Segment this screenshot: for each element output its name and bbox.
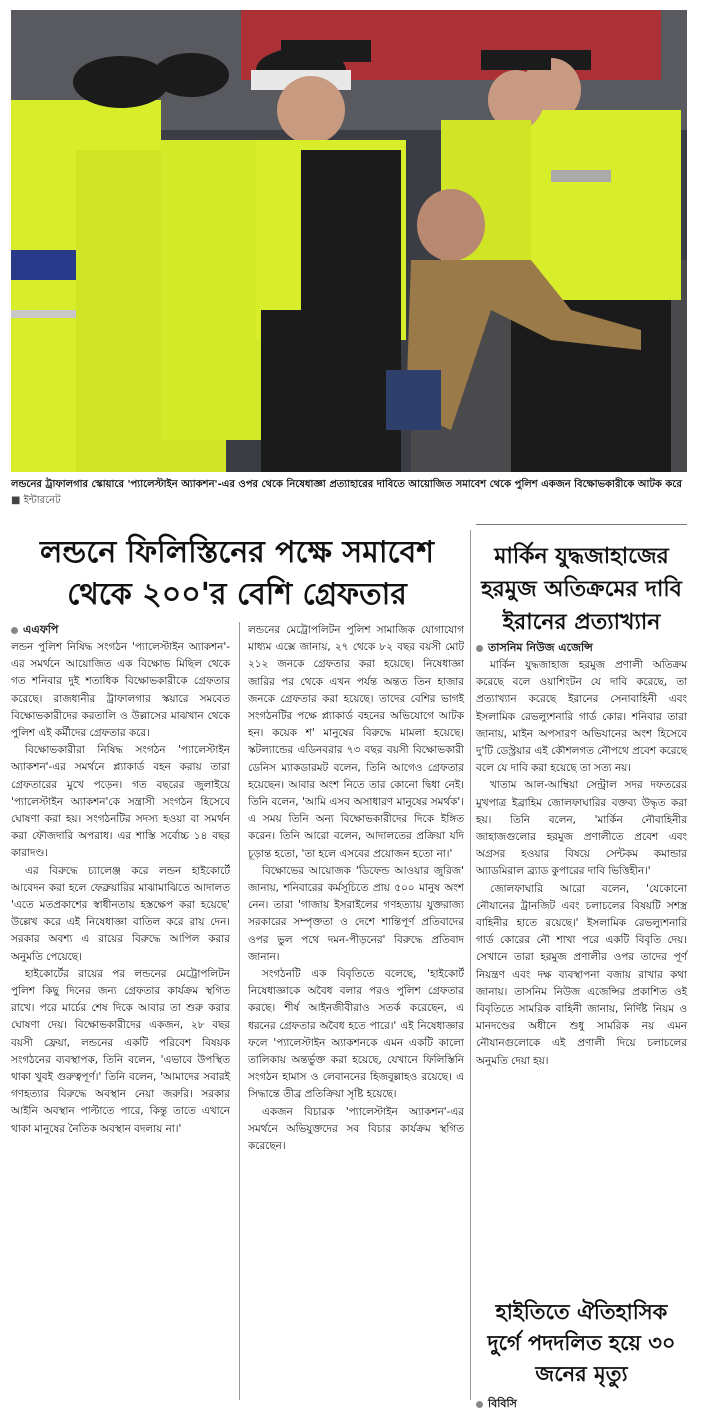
main-col2-paragraph: বিক্ষোভের আয়োজক 'ডিফেন্ড আওয়ার জুরিজ' জানায়, শনিবারের কর্মসূচিতে প্রায় ৫০০ মানুষ অংশ নেন। তারা 'গাজায় ইসরাইলের গণহত্যায় যুক্তরাজ্য সরকারের সম্পৃক্ততা ও দেশে শান্তিপূর্ণ প্রতিবাদের ওপর ভুল পথে দমন-পীড়নের' বিরুদ্ধে প্রতিবাদ জানান। [248, 864, 464, 963]
main-col1-paragraph: লন্ডন পুলিশ নিষিদ্ধ সংগঠন 'প্যালেস্টাইন অ্যাকশন'-এর সমর্থনে আয়োজিত এক বিক্ষোভ মিছিল থেকে গত শনিবার দুই শতাধিক বিক্ষোভকারীকে গ্রেফতার করেছে। রাজধানীর ট্রাফালগার স্কয়ারে সমবেত বিক্ষোভকারীদের করতালি ও উল্লাসের মাঝখান থেকে পুলিশ এই কর্মীদের গ্রেফতার করে। [11, 641, 230, 740]
main-headline: লন্ডনে ফিলিস্তিনের পক্ষে সমাবেশ থেকে ২০০'র বেশি গ্রেফতার [39, 535, 435, 612]
side2-article [476, 1396, 687, 1413]
side2-source: বিবিসি [488, 1397, 517, 1410]
divider-right-top [476, 524, 687, 525]
main-col2-paragraph: একজন বিচারক 'প্যালেস্টাইন অ্যাকশন'-এর সমর্থনে অভিযুক্তদের সব বিচার কার্যক্রম স্থগিত করেছেন। [248, 1105, 464, 1153]
column-divider-2 [470, 530, 471, 1400]
main-article-col1 [11, 622, 230, 1138]
main-col1-paragraph: এর বিরুদ্ধে চ্যালেঞ্জ করে লন্ডন হাইকোর্টে আবেদন করা হলে ফেব্রুয়ারির মাঝামাঝিতে আদালত 'এতে মতপ্রকাশের স্বাধীনতায় হস্তক্ষেপ করা হয়েছে' উল্লেখ করে এই নিষেধাজ্ঞা বাতিল করে রায় দেন। সরকার অবশ্য এ রায়ের বিরুদ্ধে আপিল করার অনুমতি পেয়েছে। [11, 864, 230, 963]
side2-byline [476, 1396, 687, 1412]
main-col1-paragraph: হাইকোর্টের রায়ের পর লন্ডনের মেট্রোপলিটন পুলিশ কিছু দিনের জন্য গ্রেফতার কার্যক্রম স্থগিত রাখে। পরে মার্চের শেষ দিকে আবার তা শুরু করার ঘোষণা দেয়। বিক্ষোভকারীদের একজন, ২৮ বছর বয়সী ফ্রেয়া, লন্ডনের একটি পরিবেশ বিষয়ক সংগঠনের ব্যবস্থাপক, তিনি বলেন, 'এভাবে উপস্থিত থাকা খুবই গুরুত্বপূর্ণ।' তিনি বলেন, 'আমাদের সবারই গণহত্যার বিরুদ্ধে অবস্থান নেয়া জরুরি। সরকার আইনি অবস্থান পাল্টাতে পারে, কিন্তু তাতে এখানে থাকা মানুষের নৈতিক অবস্থান বদলায় না।' [11, 967, 230, 1135]
side1-paragraph: খাতাম আল-আম্বিয়া সেন্ট্রাল সদর দফতরের মুখপাত্র ইব্রাহিম জোলফাঘারির বক্তব্য উদ্ধৃত করা হয়। তিনি বলেন, 'মার্কিন নৌবাহিনীর জাহাজগুলোর হরমুজ প্রণালীতে প্রবেশ এবং অগ্রসর হওয়ার বিষয়ে সেন্টকম কমান্ডার অ্যাডমিরাল ব্র্যাড কুপারের দাবি ভিত্তিহীন।' [476, 779, 687, 878]
main-article-col2 [248, 622, 464, 1155]
side1-headline: মার্কিন যুদ্ধজাহাজের হরমুজ অতিক্রমের দাবি ইরানের প্রত্যাখ্যান [481, 544, 682, 635]
side1-source: তাসনিম নিউজ এজেন্সি [488, 641, 593, 654]
news-photo [11, 10, 687, 472]
main-col2-paragraph: সংগঠনটি এক বিবৃতিতে বলেছে, 'হাইকোর্ট নিষেধাজ্ঞাকে অবৈধ বলার পরও পুলিশ গ্রেফতার করছে। শীর্ষ আইনজীবীরাও সতর্ক করেছেন, এ ধরনের গ্রেফতার অবৈধ হতে পারে।' এই নিষেধাজ্ঞার ফলে 'প্যালেস্টাইন অ্যাকশনকে এমন একটি কালো তালিকায় অন্তর্ভুক্ত করা হয়েছে, যেখানে ফিলিস্তিনি সংগঠন হামাস ও লেবাননের হিজবুল্লাহও রয়েছে। এ সিদ্ধান্তে তীব্র প্রতিক্রিয়া সৃষ্টি হয়েছে। [248, 968, 464, 1101]
side2-headline: হাইতিতে ঐতিহাসিক দুর্গে পদদলিত হয়ে ৩০ জনের মৃত্যু [487, 1300, 676, 1386]
photo-caption [11, 477, 687, 509]
main-col1-paragraph: বিক্ষোভকারীরা নিষিদ্ধ সংগঠন 'প্যালেস্টাইন অ্যাকশন'-এর সমর্থনে প্ল্যাকার্ড বহন করায় তারা গ্রেফতারের মুখে পড়েন। গত বছরের জুলাইয়ে 'প্যালেস্টাইন অ্যাকশন'কে সন্ত্রাসী সংগঠন হিসেবে ঘোষণা করা হয়। সংগঠনটির সদস্য হওয়া বা সমর্থন করা ফৌজদারি অপরাধ। এর শাস্তি সর্বোচ্চ ১৪ বছর কারাদণ্ড। [11, 744, 230, 860]
caption-text: লন্ডনের ট্রাফালগার স্কোয়ারে 'প্যালেস্টাইন অ্যাকশন'-এর ওপর থেকে নিষেধাজ্ঞা প্রত্যাহারের দাবিতে আয়োজিত সমাবেশ থেকে পুলিশ একজন বিক্ষোভকারীকে আটক করে [11, 479, 682, 490]
bullet-icon [476, 1401, 483, 1408]
police-arrest-image [11, 10, 687, 472]
main-source: এএফপি [23, 623, 59, 636]
column-divider-1 [239, 622, 240, 1400]
side1-paragraph: জোলফাঘারি আরো বলেন, 'যেকোনো নৌযানের ট্রানজিট এবং চলাচলের বিষয়টি সশস্ত্র বাহিনীর হাতে রয়েছে।' ইসলামিক রেভল্যুশনারি গার্ড কোরের নৌ শাখা পরে একটি বিবৃতি দেয়। সেখানে তারা হরমুজ প্রণালীর ওপর তাদের পূর্ণ নিয়ন্ত্রণ এবং দক্ষ ব্যবস্থাপনা বজায় রাখার কথা জানায়। তাসনিম নিউজ এজেন্সির প্রকাশিত ওই বিবৃতিতে সামরিক বাহিনী জানায়, নির্দিষ্ট নিয়ম ও মানদণ্ডের অধীনে শুধু সামরিক নয় এমন নৌযানগুলোকে এই প্রণালী দিয়ে চলাচলের অনুমতি দেয়া হয়। [476, 882, 687, 1067]
bullet-icon [11, 627, 18, 634]
caption-credit: ■ ইন্টারনেট [11, 495, 61, 506]
side1-paragraph: মার্কিন যুদ্ধজাহাজ হরমুজ প্রণালী অতিক্রম করেছে বলে ওয়াশিংটন যে দাবি করেছে, তা প্রত্যাখ্যান করেছে ইরানের সেনাবাহিনী এবং ইসলামিক রেভল্যুশনারি গার্ড কোর। শনিবার তারা জানায়, মাইন অপসারণ অভিযানের অংশ হিসেবে দু'টি ডেস্ট্রয়ার এই কৌশলগত নৌপথে প্রবেশ করেছে বলে যে দাবি করা হয়েছে তা সত্য নয়। [476, 659, 687, 775]
caption-credit-text: ইন্টারনেট [23, 495, 61, 506]
side1-byline [476, 640, 687, 656]
bullet-icon [476, 645, 483, 652]
main-byline [11, 622, 230, 638]
side1-article [476, 640, 687, 1070]
main-col2-paragraph: লন্ডনের মেট্রোপলিটন পুলিশ সামাজিক যোগাযোগ মাধ্যম এক্সে জানায়, ২৭ থেকে ৮২ বছর বয়সী মোট ২১২ জনকে গ্রেফতার করা হয়েছে। নিষেধাজ্ঞা জারির পর থেকে এখন পর্যন্ত অন্তত তিন হাজার জনকে গ্রেফতার করা হয়েছে। তাদের বেশির ভাগই সংগঠনটির পক্ষে প্ল্যাকার্ড বহনের অভিযোগে আটক হন। কয়েক শ' মানুষের বিরুদ্ধে মামলা হয়েছে। স্কটল্যান্ডের এডিনবরার ৭৩ বছর বয়সী বিক্ষোভকারী ডেনিস ম্যাকডারমট বলেন, তিনি আগেও গ্রেফতার হয়েছেন। আবার অংশ নিতে তার কোনো দ্বিধা নেই। তিনি বলেন, 'আমি এসব অসাধারণ মানুষের সমর্থক'। এ সময় তিনি অন্য বিক্ষোভকারীদের দিকে ইঙ্গিত করেন। তিনি আরো বলেন, আদালতের প্রক্রিয়া যদি চূড়ান্ত হতো, 'তা হলে এসবের প্রয়োজন হতো না।' [248, 624, 464, 860]
